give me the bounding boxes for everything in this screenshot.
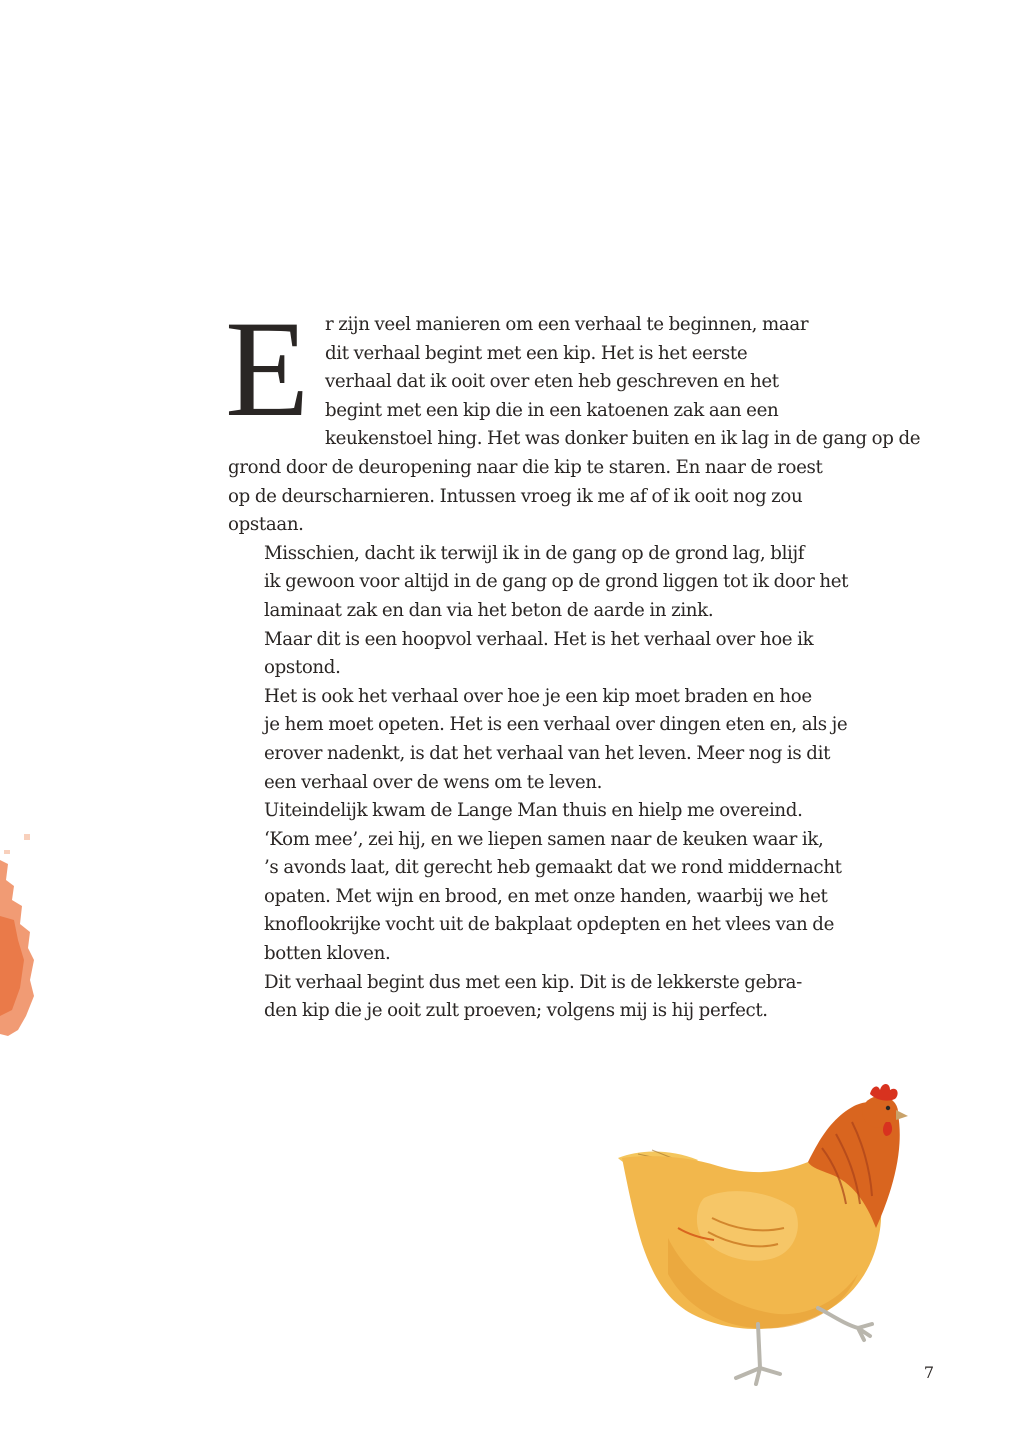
hen-illustration	[608, 1078, 928, 1398]
text-line: verhaal dat ik ooit over eten heb geschreven en het	[324, 371, 779, 393]
text-line: Uiteindelijk kwam de Lange Man thuis en hielp me overeind.	[264, 800, 803, 822]
text-line: grond door de deuropening naar die kip te staren. En naar de roest	[228, 456, 823, 478]
text-line: op de deurscharnieren. Intussen vroeg ik me af of ik ooit nog zou	[228, 485, 803, 507]
text-line: dit verhaal begint met een kip. Het is het eerste	[324, 342, 748, 364]
paragraph	[228, 683, 848, 797]
text-line: erover nadenkt, is dat het verhaal van het leven. Meer nog is dit	[264, 742, 831, 764]
text-line: je hem moet opeten. Het is een verhaal over dingen eten en, als je	[264, 714, 848, 736]
body-text	[225, 292, 921, 1026]
text-line: knoflookrijke vocht uit de bakplaat opdepten en het vlees van de	[264, 914, 835, 936]
text-line: r zijn veel manieren om een verhaal te beginnen, maar	[324, 314, 809, 335]
text-line: opstond.	[264, 657, 341, 679]
paragraph	[228, 969, 828, 1026]
text-line: ‘Kom mee’, zei hij, en we liepen samen naar de keuken waar ik,	[264, 828, 824, 850]
paragraph	[228, 540, 849, 626]
paragraph	[228, 626, 828, 683]
text-line: opstaan.	[228, 514, 304, 536]
paragraph	[228, 797, 842, 969]
text-line: ik gewoon voor altijd in de gang op de grond liggen tot ik door het	[264, 571, 849, 593]
paragraph	[228, 311, 921, 540]
watercolor-edge-fragment	[0, 820, 40, 1040]
text-line: ’s avonds laat, dit gerecht heb gemaakt dat we rond middernacht	[264, 857, 842, 879]
text-line: Dit verhaal begint dus met een kip. Dit is de lekkerste gebra-	[264, 971, 802, 993]
text-line: Misschien, dacht ik terwijl ik in de gang op de grond lag, blijf	[264, 542, 805, 564]
text-line: Het is ook het verhaal over hoe je een kip moet braden en hoe	[264, 685, 812, 707]
text-line: keukenstoel hing. Het was donker buiten en ik lag in de gang op de	[324, 428, 921, 450]
text-line: begint met een kip die in een katoenen zak aan een	[324, 399, 779, 421]
text-line: den kip die je ooit zult proeven; volgens mij is hij perfect.	[264, 1000, 768, 1022]
page-number: 7	[923, 1363, 935, 1382]
paragraphs	[228, 311, 921, 1026]
text-line: opaten. Met wijn en brood, en met onze handen, waarbij we het	[264, 885, 828, 907]
text-line: een verhaal over de wens om te leven.	[264, 771, 603, 793]
text-line: laminaat zak en dan via het beton de aarde in zink.	[264, 599, 714, 621]
drop-cap: E	[225, 292, 309, 445]
text-line: Maar dit is een hoopvol verhaal. Het is het verhaal over hoe ik	[264, 628, 814, 650]
text-line: botten kloven.	[264, 943, 391, 965]
